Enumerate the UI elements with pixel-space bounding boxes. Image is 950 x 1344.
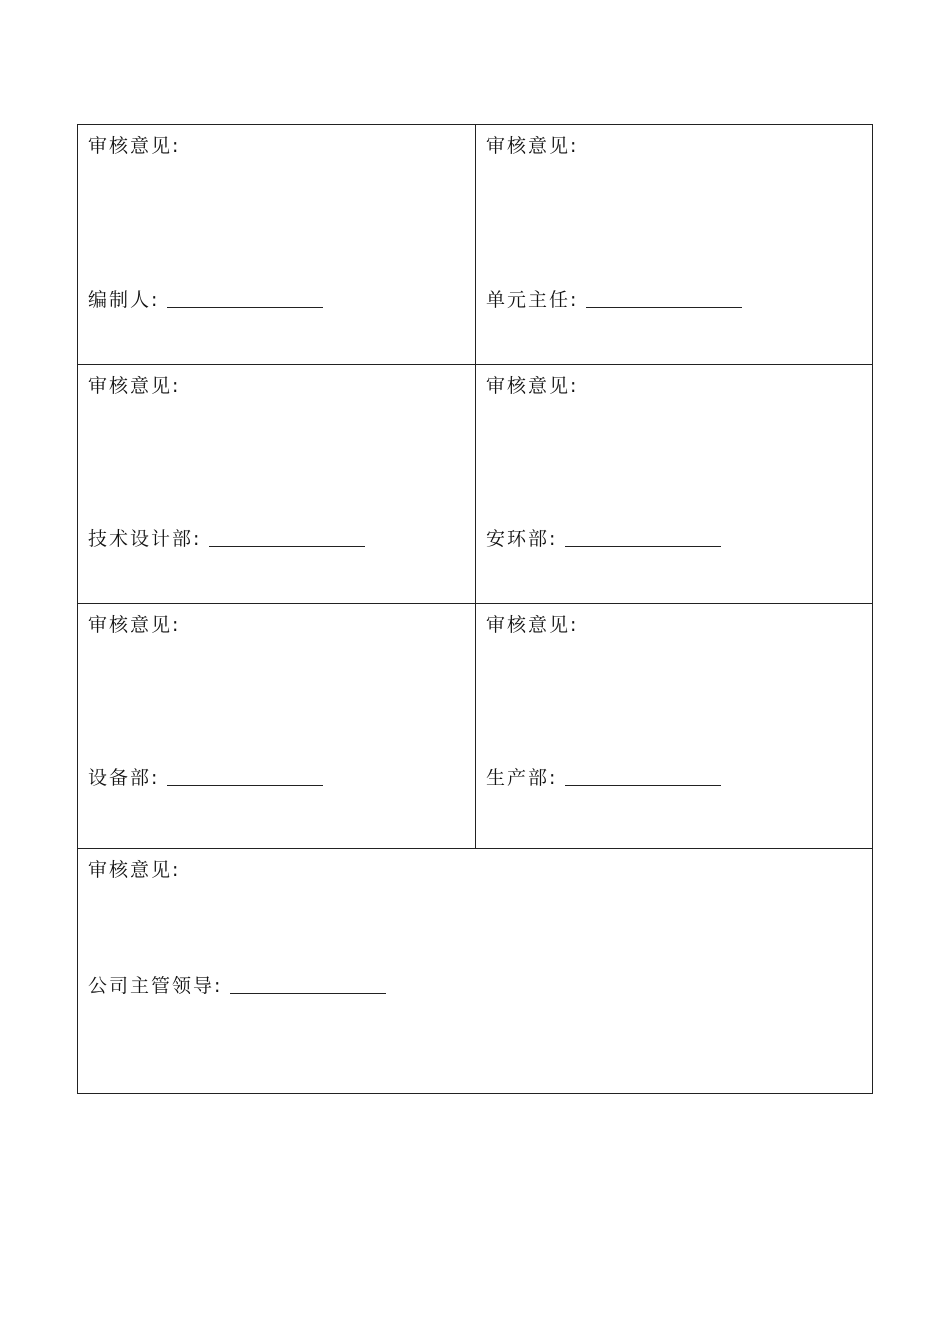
approval-cell-production [476, 604, 872, 848]
signer-label: 单元主任: [486, 289, 579, 311]
signature-row [486, 524, 721, 551]
signature-line[interactable] [230, 993, 386, 994]
signature-row [88, 971, 386, 998]
approval-form-table [77, 124, 873, 1094]
review-opinion-label: 审核意见: [486, 375, 579, 397]
signer-label: 生产部: [486, 767, 558, 789]
approval-cell-company-leader [78, 849, 872, 1093]
review-opinion-label: 审核意见: [88, 135, 181, 157]
signature-line[interactable] [209, 546, 365, 547]
review-opinion-label: 审核意见: [486, 135, 579, 157]
review-opinion-label: 审核意见: [486, 614, 579, 636]
signature-row [486, 285, 742, 312]
signature-row [88, 524, 365, 551]
signer-label: 安环部: [486, 528, 558, 550]
review-opinion-label: 审核意见: [88, 859, 181, 881]
signature-line[interactable] [586, 307, 742, 308]
approval-cell-safety-env [476, 365, 872, 603]
review-opinion-label: 审核意见: [88, 614, 181, 636]
signature-line[interactable] [167, 307, 323, 308]
approval-cell-equipment [78, 604, 475, 848]
approval-cell-unit-director [476, 125, 872, 364]
signature-row [88, 763, 323, 790]
approval-cell-tech-design [78, 365, 475, 603]
signer-label: 设备部: [88, 767, 160, 789]
signature-row [486, 763, 721, 790]
signature-line[interactable] [565, 785, 721, 786]
signer-label: 编制人: [88, 289, 160, 311]
signer-label: 公司主管领导: [88, 975, 223, 997]
review-opinion-label: 审核意见: [88, 375, 181, 397]
signature-row [88, 285, 323, 312]
signature-line[interactable] [167, 785, 323, 786]
signature-line[interactable] [565, 546, 721, 547]
approval-cell-preparer [78, 125, 475, 364]
signer-label: 技术设计部: [88, 528, 202, 550]
